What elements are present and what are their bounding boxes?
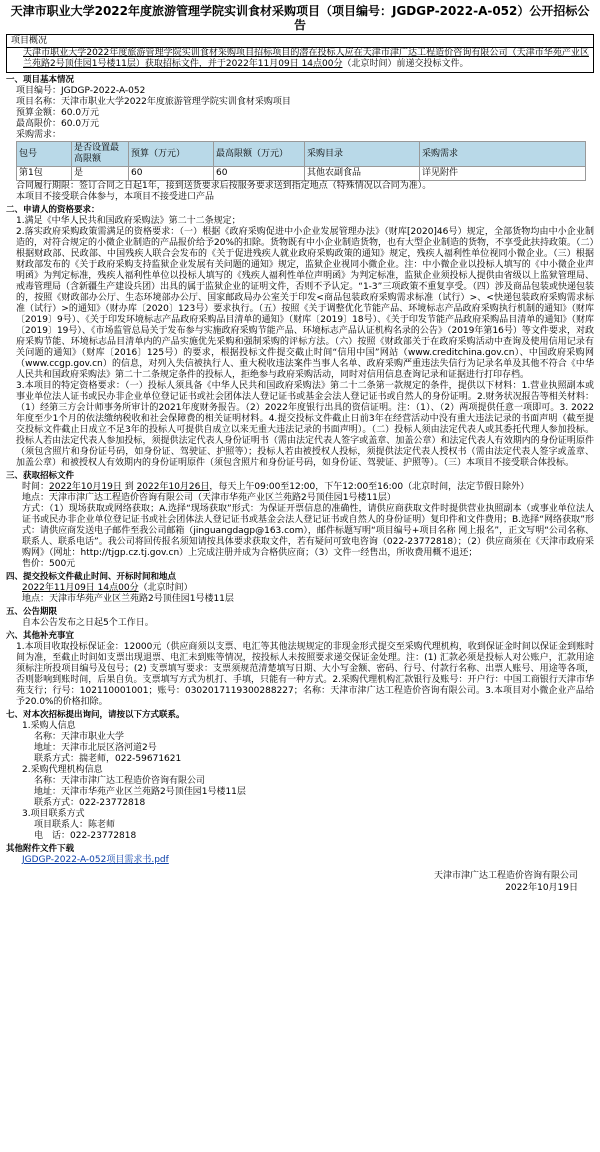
attachment-row — [6, 855, 594, 866]
table-header-cell: 是否设置最高限额 — [72, 142, 129, 167]
other-matters: 1.本项目收取投标保证金：12000元（供应商须以支票、电汇等其他法规规定的非现金形式提交至采购代理机构，收到保证金时间以保证金到账时间为准，至截止时间如支票出现退票、电汇未到账等情况，按投标人未按照要求递交保证金处理。注：(1) 汇款必须是投标人对公账户，汇款用途须标注所投项目编号及包号；(2) 支票填写要求：支票须规范清楚填写日期、大小写金额、密码、行号、付款行名称、出票人账号、用途等各项，否则影响到账时间，后果自负。支票填写方式为机打、手填，只能有一种方式。2.采购代理机构汇款银行及账号：开户行：中国工商银行天津市华苑支行；行号：102110001001；账号：0302017119300288227；名称：天津市津广达工程造价咨询有限公司。3.本项目对小微企业产品给予20.0%的价格扣除。 — [16, 642, 594, 707]
doc-time-end: 2022年10月26日 — [136, 482, 210, 492]
signature-org: 天津市津广达工程造价咨询有限公司 — [433, 871, 578, 881]
page-title: 天津市职业大学2022年度旅游管理学院实训食材采购项目（项目编号：JGDGP-2022-A-052）公开招标公告 — [10, 4, 590, 32]
bid-place: 地点：天津市华苑产业区兰苑路2号顶佳园1号楼11层 — [22, 594, 234, 604]
doc-place: 地点：天津市津广达工程造价咨询有限公司（天津市华苑产业区兰苑路2号顶佳园1号楼11层） — [22, 493, 396, 503]
signature-block — [6, 870, 594, 894]
qualification-item-1: 1.满足《中华人民共和国政府采购法》第二十二条规定； — [16, 216, 241, 226]
overview-text-1: 天津市职业大学2022年度旅游管理学院实训食材采购项目招标项目的潜在投标人应在天津市津广达工程造价咨询有限公司（天津市华苑产业区兰苑路2号顶佳园1号楼11层）获取招标文件，并于 — [23, 48, 589, 69]
section-heading-other: 六、其他补充事宜 — [6, 631, 75, 641]
qualification-item-2: 2.落实政府采购政策需满足的资格要求：（一）根据《政府采购促进中小企业发展管理办法》（财库[2020]46号）规定，全部货物均由中小企业制造的，对符合规定的小微企业制造的产品报价给予20%的扣除。货物既有中小企业制造货物，也有大型企业制造的货物，不享受此扶持政策。（二）根据财政部、民政部、中国残疾人联合会发布的《关于促进残疾人就业政府采购政策的通知》规定，残疾人福利性单位视同小微企业。（三）根据财政部发布的《关于政府采购支持监狱企业发展有关问题的通知》规定，监狱企业视同小微企业。注：中小微企业以投标人填写的《中小微企业声明函》为判定标准，残疾人福利性单位以投标人填写的《残疾人福利性单位声明函》为判定标准，监狱企业须投标人提供由省级以上监狱管理局、戒毒管理局（含新疆生产建设兵团）出具的属于监狱企业的证明文件，否则不予认定。“1-3”三项政策不重复享受。（四）涉及商品包装或快递包装的，按照《财政部办公厅、生态环境部办公厅、国家邮政局办公室关于印发<商品包装政府采购需求标准（试行）>、<快递包装政府采购需求标准（试行）>的通知》（财办库〔2020〕123号）要求执行。（五）按照《关于调整优化节能产品、环境标志产品政府采购执行机制的通知》（财库〔2019〕9号）、《关于印发环境标志产品政府采购品目清单的通知》（财库〔2019〕18号）、《关于印发节能产品政府采购品目清单的通知》（财库〔2019〕19号）、《市场监管总局关于发布参与实施政府采购节能产品、环境标志产品认证机构名录的公告》（2019年第16号）等文件要求，对政府采购节能、环境标志品目清单内的产品实施优先采购和强制采购的评标方法。（六）按照《财政部关于在政府采购活动中查询及使用信用记录有关问题的通知》（财库〔2016〕125号）的要求，根据投标文件提交截止时间“信用中国”网站（www.creditchina.gov.cn）、中国政府采购网（www.ccgp.gov.cn）的信息，对列入失信被执行人、重大税收违法案件当事人名单、政府采购严重违法失信行为记录名单及其他不符合《中华人民共和国政府采购法》第二十二条规定条件的投标人，拒绝参与政府采购活动，同时对信用信息查询记录和证据进行打印存档。 — [16, 227, 595, 380]
table-header-cell: 采购目录 — [305, 142, 420, 167]
table-row — [17, 167, 586, 181]
table-cell: 60 — [214, 167, 305, 181]
table-header-cell: 预算（万元） — [129, 142, 214, 167]
budget-amount: 预算金额：60.0万元 — [16, 108, 100, 118]
notice-period: 自本公告发布之日起5个工作日。 — [22, 618, 154, 628]
bid-deadline-time: 2022年11月09日 14点00分 — [22, 583, 139, 593]
section-heading-qualification: 二、申请人的资格要求： — [6, 205, 100, 215]
max-price: 最高限价：60.0万元 — [16, 119, 100, 129]
doc-time-start: 2022年10月19日 — [49, 482, 122, 492]
table-cell: 60 — [129, 167, 214, 181]
purchaser-name: 名称：天津市职业大学 — [34, 732, 125, 742]
requirement-table — [16, 141, 586, 181]
agency-name: 名称：天津市津广达工程造价咨询有限公司 — [34, 776, 206, 786]
contract-period: 合同履行期限：签订合同之日起1年，接到送货要求后按服务要求送到指定地点（特殊情况以合同为准）。 — [16, 181, 432, 191]
project-contact-title: 3.项目联系方式 — [22, 809, 85, 819]
doc-time — [6, 482, 594, 493]
doc-time-label: 时间： — [22, 482, 50, 492]
overview-text-2: （北京时间）前递交投标文件。 — [342, 59, 469, 69]
announcement-page — [6, 0, 594, 1152]
agency-title: 2.采购代理机构信息 — [22, 765, 103, 775]
signature-date: 2022年10月19日 — [505, 883, 578, 893]
table-cell: 第1包 — [17, 167, 72, 181]
table-cell: 是 — [72, 167, 129, 181]
purchaser-address: 地址：天津市北辰区洛河道2号 — [34, 743, 157, 753]
table-cell: 其他农副食品 — [305, 167, 420, 181]
overview-body — [7, 48, 593, 72]
bid-deadline-note: （北京时间） — [138, 583, 193, 593]
table-header-cell: 最高限额（万元） — [214, 142, 305, 167]
doc-time-to: 到 — [121, 482, 137, 492]
section-heading-deadline: 四、提交投标文件截止时间、开标时间和地点 — [6, 572, 177, 582]
table-header-cell: 包号 — [17, 142, 72, 167]
overview-header: 项目概况 — [7, 35, 593, 48]
overview-deadline: 2022年11月09日 14点00分 — [225, 59, 343, 69]
attachments-heading: 其他附件文件下载 — [6, 844, 75, 854]
section-heading-documents: 三、获取招标文件 — [6, 471, 75, 481]
section-heading-contact: 七、对本次招标提出询问，请按以下方式联系。 — [6, 710, 185, 720]
project-name: 项目名称：天津市职业大学2022年度旅游管理学院实训食材采购项目 — [16, 97, 291, 107]
project-contact-phone: 电 话：022-23772818 — [34, 831, 137, 841]
table-header-row — [17, 142, 586, 167]
project-contact-name: 项目联系人：陈老师 — [34, 820, 116, 830]
doc-method: 方式：（1）现场获取或网络获取；A.选择“现场获取”形式：为保证开票信息的准确性，请供应商获取文件时提供营业执照副本（或事业单位法人证书或民办非企业单位登记证书或社会团体法人登记证书或基金会法人登记证书或自然人的身份证明）复印件和文件费用；B.选择“网络获取”形式：请供应商发送电子邮件至我公司邮箱（jinguangdagp@163.com），邮件标题写明“项目编号+项目名称 网上报名”，正文写明“公司名称、联系人、联系电话”。我公司将回传报名须知请按具体要求获取文件，若有疑问可致电咨询（022-23772818）；（2）供应商须在《天津市政府采购网》（网址：http://tjgp.cz.tj.gov.cn）上完成注册并成为合格供应商；（3）文件一经售出，所收费用概不退还； — [22, 504, 594, 558]
attachment-link[interactable]: JGDGP-2022-A-052项目需求书.pdf — [22, 855, 169, 865]
doc-time-rest: ，每天上午09:00至12:00，下午12:00至16:00（北京时间，法定节假日除外） — [209, 482, 530, 492]
purchaser-contact: 联系方式：揣老师，022-59671621 — [34, 754, 182, 764]
agency-address: 地址：天津市华苑产业区兰苑路2号顶佳园1号楼11层 — [34, 787, 246, 797]
overview-box — [6, 34, 594, 73]
consortium-note: 本项目不接受联合体参与，本项目不接受进口产品 — [16, 192, 215, 202]
section-heading-period: 五、公告期限 — [6, 607, 58, 617]
table-cell: 详见附件 — [420, 167, 586, 181]
agency-contact: 联系方式：022-23772818 — [34, 798, 146, 808]
purchaser-title: 1.采购人信息 — [22, 721, 76, 731]
doc-price: 售价：500元 — [22, 559, 76, 569]
bid-deadline — [6, 583, 594, 594]
section-heading-basic: 一、项目基本情况 — [6, 75, 75, 85]
purchase-need-label: 采购需求： — [16, 130, 62, 140]
qualification-item-3: 3.本项目的特定资格要求：（一）投标人须具备《中华人民共和国政府采购法》第二十二条第一款规定的条件，提供以下材料：1.营业执照副本或事业单位法人证书或民办非企业单位登记证书或社会团体法人登记证书或基金会法人登记证书或自然人的身份证明。2.财务状况报告等相关材料：（1）经第三方会计师事务所审计的2021年度财务报告。（2）2022年度银行出具的资信证明。注：（1）、（2）两项提供任意一项即可。3. 2022年度至少1个月的依法缴纳税收和社会保障费的相关证明材料。4.提交投标文件截止日前3年在经营活动中没有重大违法记录的书面声明（截至提交投标文件截止日成立不足3年的投标人可提供自成立以来无重大违法记录的书面声明）。（二）投标人须由法定代表人或其委托代理人参加投标。投标人若由法定代表人参加投标，须提供法定代表人身份证明书（需由法定代表人签字或盖章、加盖公章）和法定代表人有效期内的身份证明原件（须包含照片和身份证号码，如身份证、驾驶证、护照等）；投标人若由被授权人投标，须提供法定代表人授权书（需由法定代表人签字或盖章、加盖公章）和被授权人有效期内的身份证明原件（须包含照片和身份证号码，如身份证、驾驶证、护照等）。（三）本项目不接受联合体投标。 — [16, 381, 594, 468]
project-number: 项目编号：JGDGP-2022-A-052 — [16, 86, 146, 96]
table-header-cell: 采购需求 — [420, 142, 586, 167]
